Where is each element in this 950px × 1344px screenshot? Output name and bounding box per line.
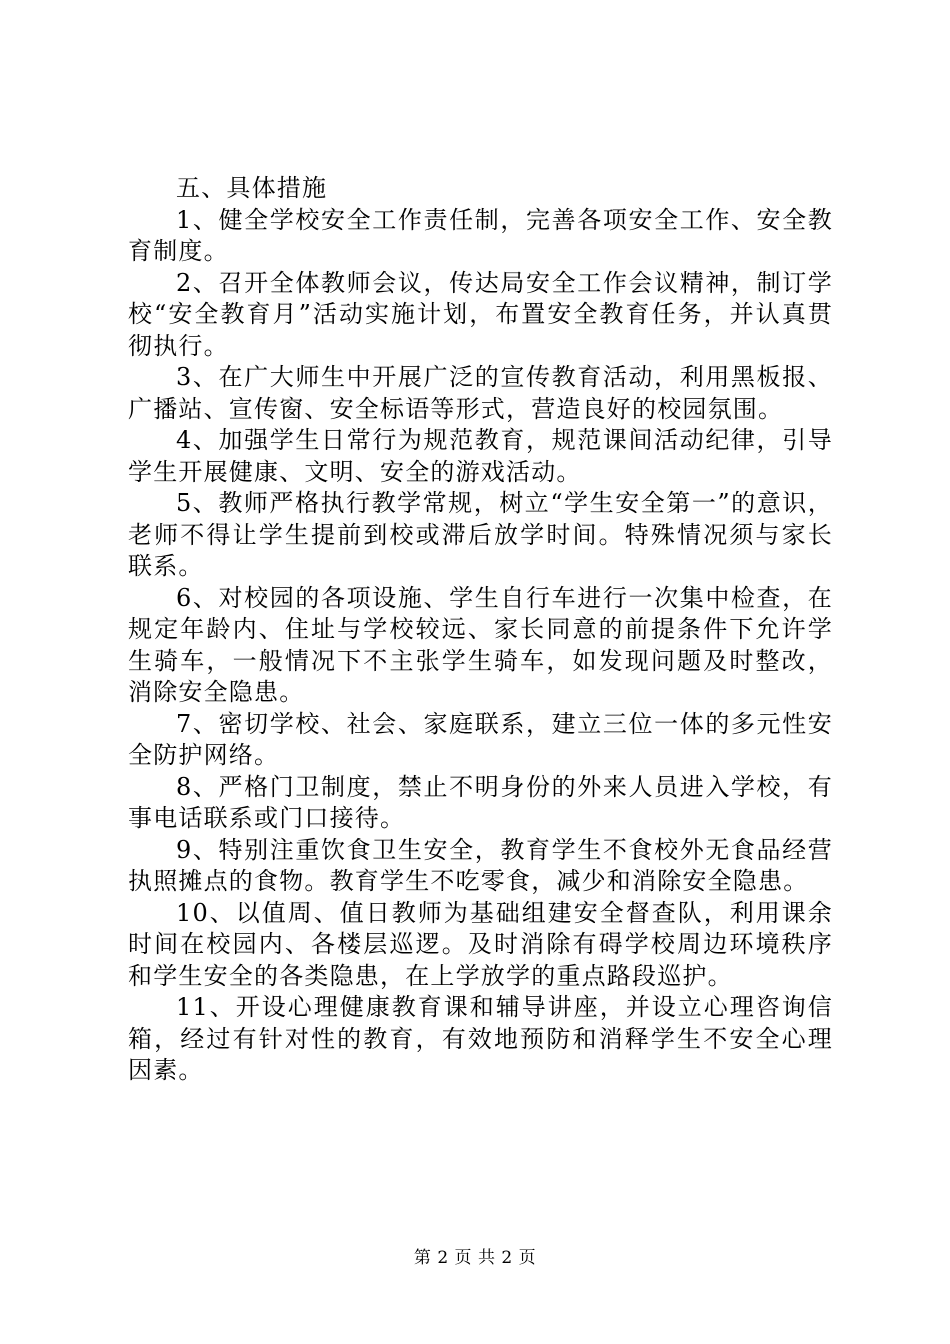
paragraph-6: 6、对校园的各项设施、学生自行车进行一次集中检查，在规定年龄内、住址与学校较远、家长同意的前提条件下允许学生骑车，一般情况下不主张学生骑车，如发现问题及时整改，消除安全隐患。 [128, 583, 833, 706]
paragraph-1: 1、健全学校安全工作责任制，完善各项安全工作、安全教育制度。 [128, 205, 833, 265]
page-footer: 第 2 页 共 2 页 [413, 1248, 537, 1268]
paragraph-11: 11、开设心理健康教育课和辅导讲座，并设立心理咨询信箱，经过有针对性的教育，有效地预防和消释学生不安全心理因素。 [128, 993, 833, 1084]
document-body [128, 173, 833, 1087]
section-heading: 五、具体措施 [176, 174, 328, 202]
paragraph-4: 4、加强学生日常行为规范教育，规范课间活动纪律，引导学生开展健康、文明、安全的游戏活动。 [128, 426, 833, 486]
paragraph-5: 5、教师严格执行教学常规，树立“学生安全第一”的意识，老师不得让学生提前到校或滞后放学时间。特殊情况须与家长联系。 [128, 489, 833, 580]
paragraph-8: 8、严格门卫制度，禁止不明身份的外来人员进入学校，有事电话联系或门口接待。 [128, 772, 833, 832]
paragraph-7: 7、密切学校、社会、家庭联系，建立三位一体的多元性安全防护网络。 [128, 709, 833, 769]
paragraph-9: 9、特别注重饮食卫生安全，教育学生不食校外无食品经营执照摊点的食物。教育学生不吃零食，减少和消除安全隐患。 [128, 835, 833, 895]
paragraph-2: 2、召开全体教师会议，传达局安全工作会议精神，制订学校“安全教育月”活动实施计划，布置安全教育任务，并认真贯彻执行。 [128, 268, 833, 360]
paragraph-3: 3、在广大师生中开展广泛的宣传教育活动，利用黑板报、广播站、宣传窗、安全标语等形式，营造良好的校园氛围。 [128, 363, 833, 423]
paragraph-10: 10、以值周、值日教师为基础组建安全督查队，利用课余时间在校园内、各楼层巡逻。及时消除有碍学校周边环境秩序和学生安全的各类隐患，在上学放学的重点路段巡护。 [128, 898, 833, 990]
